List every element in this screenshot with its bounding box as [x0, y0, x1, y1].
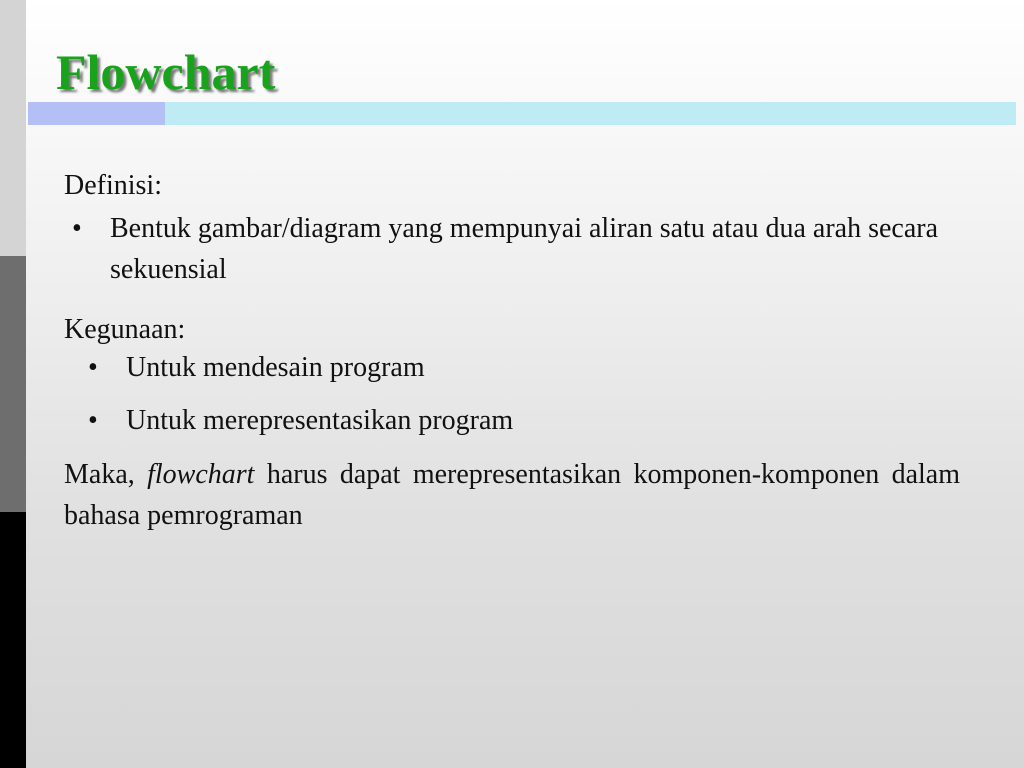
slide-title: Flowchart: [56, 44, 276, 100]
title-rule-right: [165, 102, 1016, 125]
usage-list: [64, 348, 960, 441]
list-item: [64, 401, 960, 441]
bullet-icon: •: [72, 213, 82, 244]
usage-heading: Kegunaan:: [64, 314, 186, 345]
slide-body: [64, 166, 960, 536]
side-bar-bottom: [0, 512, 26, 768]
bullet-text: Untuk merepresentasikan program: [126, 405, 514, 436]
list-item: [64, 348, 960, 388]
title-rule-left: [28, 102, 165, 125]
definition-heading: Definisi:: [64, 170, 162, 201]
conclusion-suffix: harus dapat merepresentasikan komponen-komponen dalam bahasa pemrograman: [64, 459, 961, 531]
bullet-text: Bentuk gambar/diagram yang mempunyai aliran satu atau dua arah secara sekuensial: [110, 213, 938, 285]
definition-list: [64, 208, 960, 290]
list-item: [64, 208, 960, 290]
side-bar-top: [0, 0, 26, 256]
conclusion-emphasis: flowchart: [147, 459, 255, 490]
conclusion-paragraph: [64, 454, 960, 536]
side-bar-middle: [0, 256, 26, 512]
bullet-icon: •: [88, 405, 98, 436]
bullet-text: Untuk mendesain program: [126, 352, 425, 383]
bullet-icon: •: [88, 352, 98, 383]
conclusion-prefix: Maka,: [64, 459, 135, 490]
